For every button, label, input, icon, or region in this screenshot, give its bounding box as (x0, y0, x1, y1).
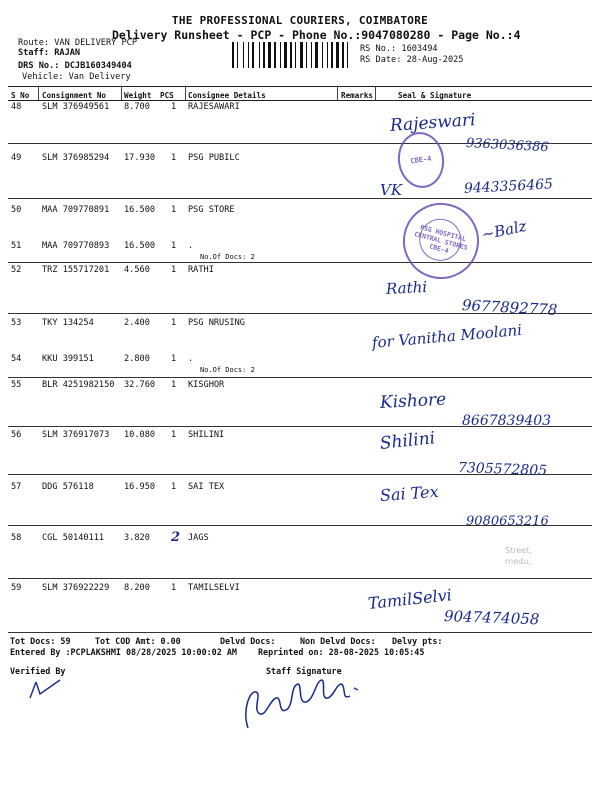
barcode-bar (347, 42, 348, 68)
row-consignment-no: DDG 576118 (42, 482, 94, 492)
col-divider (185, 86, 186, 100)
row-separator (8, 262, 592, 263)
col-header-sno: S No (11, 91, 30, 100)
row-weight: 8.200 (124, 583, 150, 593)
barcode-bar (311, 42, 312, 68)
barcode-bar (349, 42, 351, 68)
row-consignee: SAI TEX (188, 482, 225, 492)
col-divider (337, 86, 338, 100)
row-consignee: RAJESAWARI (188, 102, 240, 112)
handwritten-name: VK (380, 181, 403, 199)
vehicle-label: Vehicle: Van Delivery (22, 72, 131, 82)
total-docs: Tot Docs: 59 (10, 636, 71, 646)
row-weight: 16.950 (124, 482, 156, 492)
handwritten-name: Rajeswari (389, 110, 477, 136)
row-pcs: 1 (171, 583, 177, 593)
header-bottom-rule (8, 100, 592, 101)
row-docs-note: No.Of Docs: 2 (200, 253, 255, 261)
barcode-bar (259, 42, 260, 68)
rs-no-label: RS No.: 1603494 (360, 44, 438, 54)
row-consignment-no: SLM 376985294 (42, 153, 110, 163)
drs-label: DRS No.: DCJB160349404 (18, 61, 132, 71)
row-pcs: 1 (171, 482, 177, 492)
handwritten-phone: 9363036386 (465, 136, 549, 156)
barcode-bar (300, 42, 303, 68)
staff-signature (236, 670, 376, 738)
row-weight: 8.700 (124, 102, 150, 112)
row-pcs: 1 (171, 241, 177, 251)
row-consignment-no: BLR 4251982150 (42, 380, 115, 390)
handwritten-phone: 9677892778 (461, 296, 558, 319)
row-pcs: 1 (171, 102, 177, 112)
barcode-bar (266, 42, 267, 68)
row-weight: 17.930 (124, 153, 156, 163)
barcode-bar (252, 42, 254, 68)
barcode-bar (324, 42, 326, 68)
barcode-bar (308, 42, 310, 68)
barcode-bar (263, 42, 265, 68)
barcode-bar (282, 42, 283, 68)
row-separator (8, 377, 592, 378)
handwritten-phone: 9047474058 (443, 607, 540, 629)
faint-stamp-line: rnedu, (505, 557, 531, 566)
row-separator (8, 578, 592, 579)
route-label: Route: VAN DELIVERY PCP (18, 38, 137, 48)
header-top-rule (8, 86, 592, 87)
barcode-bar (345, 42, 346, 68)
barcode-bar (235, 42, 236, 68)
handwritten-name: for Vanitha Moolani (371, 320, 523, 352)
row-pcs: 1 (171, 380, 177, 390)
row-serial-no: 53 (11, 318, 22, 328)
barcode-bar (336, 42, 339, 68)
row-consignment-no: SLM 376922229 (42, 583, 110, 593)
col-header-consignment: Consignment No (42, 91, 107, 100)
barcode-bar (245, 42, 247, 68)
row-pcs: 1 (171, 153, 177, 163)
row-pcs: 1 (171, 318, 177, 328)
col-header-consignee: Consignee Details (188, 91, 266, 100)
entered-by: Entered By :PCPLAKSHMI 08/28/2025 10:00:02 AM (10, 647, 237, 657)
barcode-bar (232, 42, 234, 68)
barcode-bar (329, 42, 330, 68)
col-header-seal-signature: Seal & Signature (398, 91, 472, 100)
row-consignee: RATHI (188, 265, 214, 275)
row-consignment-no: KKU 399151 (42, 354, 94, 364)
handwritten-phone: 7305572805 (457, 460, 548, 480)
barcode-bar (313, 42, 314, 68)
barcode-bar (327, 42, 328, 68)
barcode-bar (272, 42, 273, 68)
barcode-bar (280, 42, 281, 68)
barcode-bar (255, 42, 258, 68)
row-consignment-no: SLM 376949561 (42, 102, 110, 112)
row-docs-note: No.Of Docs: 2 (200, 366, 255, 374)
company-title: THE PROFESSIONAL COURIERS, COIMBATORE (171, 14, 429, 27)
staff-label: Staff: RAJAN (18, 48, 81, 58)
barcode-bar (331, 42, 333, 68)
row-consignment-no: TKY 134254 (42, 318, 94, 328)
barcode-bar (340, 42, 341, 68)
row-weight: 3.820 (124, 533, 150, 543)
row-pcs: 1 (171, 430, 177, 440)
row-consignment-no: MAA 709770891 (42, 205, 110, 215)
barcode-bar (304, 42, 305, 68)
handwritten-scribble: ~Balz (480, 216, 529, 244)
row-weight: 4.560 (124, 265, 150, 275)
handwritten-phone: 9443356465 (463, 176, 554, 197)
staff-signature-label: Staff Signature (266, 666, 342, 676)
row-weight: 16.500 (124, 205, 156, 215)
barcode-bar (322, 42, 323, 68)
col-header-remarks: Remarks (341, 91, 374, 100)
handwritten-phone: 8667839403 (462, 413, 552, 429)
barcode-bar (297, 42, 299, 68)
row-consignee: KISGHOR (188, 380, 225, 390)
barcode-bar (261, 42, 262, 68)
row-weight: 2.800 (124, 354, 150, 364)
row-pcs: 2 (171, 530, 181, 545)
row-pcs: 1 (171, 265, 177, 275)
row-weight: 32.760 (124, 380, 156, 390)
barcode-bar (274, 42, 276, 68)
table-row (0, 430, 600, 490)
row-consignee: . (188, 354, 194, 364)
stamp-text: CBE-4 (409, 154, 432, 166)
row-consignee: PSG STORE (188, 205, 235, 215)
barcode-bar (243, 42, 244, 68)
handwritten-name: TamilSelvi (367, 585, 453, 613)
reprinted-on: Reprinted on: 28-08-2025 10:05:45 (258, 647, 425, 657)
row-consignment-no: MAA 709770893 (42, 241, 110, 251)
handwritten-name: Sai Tex (379, 481, 440, 505)
barcode-bar (342, 42, 344, 68)
barcode-bar (277, 42, 279, 68)
row-serial-no: 52 (11, 265, 22, 275)
handwritten-name: Kishore (379, 389, 447, 413)
handwritten-name: Rathi (385, 277, 428, 298)
row-consignee: JAGS (188, 533, 209, 543)
delivered-docs: Delvd Docs: (220, 636, 276, 646)
row-serial-no: 50 (11, 205, 22, 215)
row-consignment-no: CGL 50140111 (42, 533, 105, 543)
handwritten-name: Shilini (378, 428, 437, 454)
barcode-bar (248, 42, 249, 68)
barcode-bar (250, 42, 251, 68)
col-divider (375, 86, 376, 100)
total-cod-amount: Tot COD Amt: 0.00 (95, 636, 181, 646)
barcode-bar (290, 42, 292, 68)
row-consignee: TAMILSELVI (188, 583, 240, 593)
non-delivered-docs: Non Delvd Docs: (300, 636, 376, 646)
table-bottom-rule (8, 632, 592, 633)
rs-date-label: RS Date: 28-Aug-2025 (360, 55, 464, 65)
verified-by-label: Verified By (10, 666, 66, 676)
row-pcs: 1 (171, 354, 177, 364)
barcode-bar (319, 42, 321, 68)
barcode-bar (284, 42, 287, 68)
barcode-bar (295, 42, 296, 68)
stamp-text: PSG HOSPITAL CENTRAL STORES CBE-4 (413, 223, 469, 256)
row-consignee: . (188, 241, 194, 251)
col-divider (38, 86, 39, 100)
row-serial-no: 49 (11, 153, 22, 163)
runsheet-subtitle: Delivery Runsheet - PCP - Phone No.:9047080280 - Page No.:4 (112, 28, 521, 42)
col-header-weight: Weight (124, 91, 152, 100)
row-consignee: PSG PUBILC (188, 153, 240, 163)
row-consignment-no: TRZ 155717201 (42, 265, 110, 275)
barcode-bar (237, 42, 238, 68)
row-serial-no: 58 (11, 533, 22, 543)
row-serial-no: 51 (11, 241, 22, 251)
row-pcs: 1 (171, 205, 177, 215)
row-weight: 16.500 (124, 241, 156, 251)
row-separator (8, 198, 592, 199)
barcode-bar (334, 42, 335, 68)
barcode-bar (315, 42, 318, 68)
row-consignee: PSG NRUSING (188, 318, 245, 328)
delivery-points: Delvy pts: (392, 636, 443, 646)
row-serial-no: 56 (11, 430, 22, 440)
verifier-signature (26, 676, 66, 702)
row-weight: 2.400 (124, 318, 150, 328)
row-serial-no: 54 (11, 354, 22, 364)
barcode-bar (239, 42, 242, 68)
barcode-bar (288, 42, 289, 68)
handwritten-phone: 9080653216 (466, 514, 549, 529)
row-weight: 10.080 (124, 430, 156, 440)
row-serial-no: 48 (11, 102, 22, 112)
col-header-pcs: PCS (160, 91, 174, 100)
col-divider (121, 86, 122, 100)
row-consignment-no: SLM 376917073 (42, 430, 110, 440)
barcode-bar (293, 42, 294, 68)
barcode-bar (268, 42, 271, 68)
faint-stamp-line: Street, (505, 546, 532, 555)
barcode (232, 42, 356, 68)
row-consignee: SHILINI (188, 430, 225, 440)
row-serial-no: 55 (11, 380, 22, 390)
row-serial-no: 59 (11, 583, 22, 593)
row-serial-no: 57 (11, 482, 22, 492)
barcode-bar (306, 42, 307, 68)
